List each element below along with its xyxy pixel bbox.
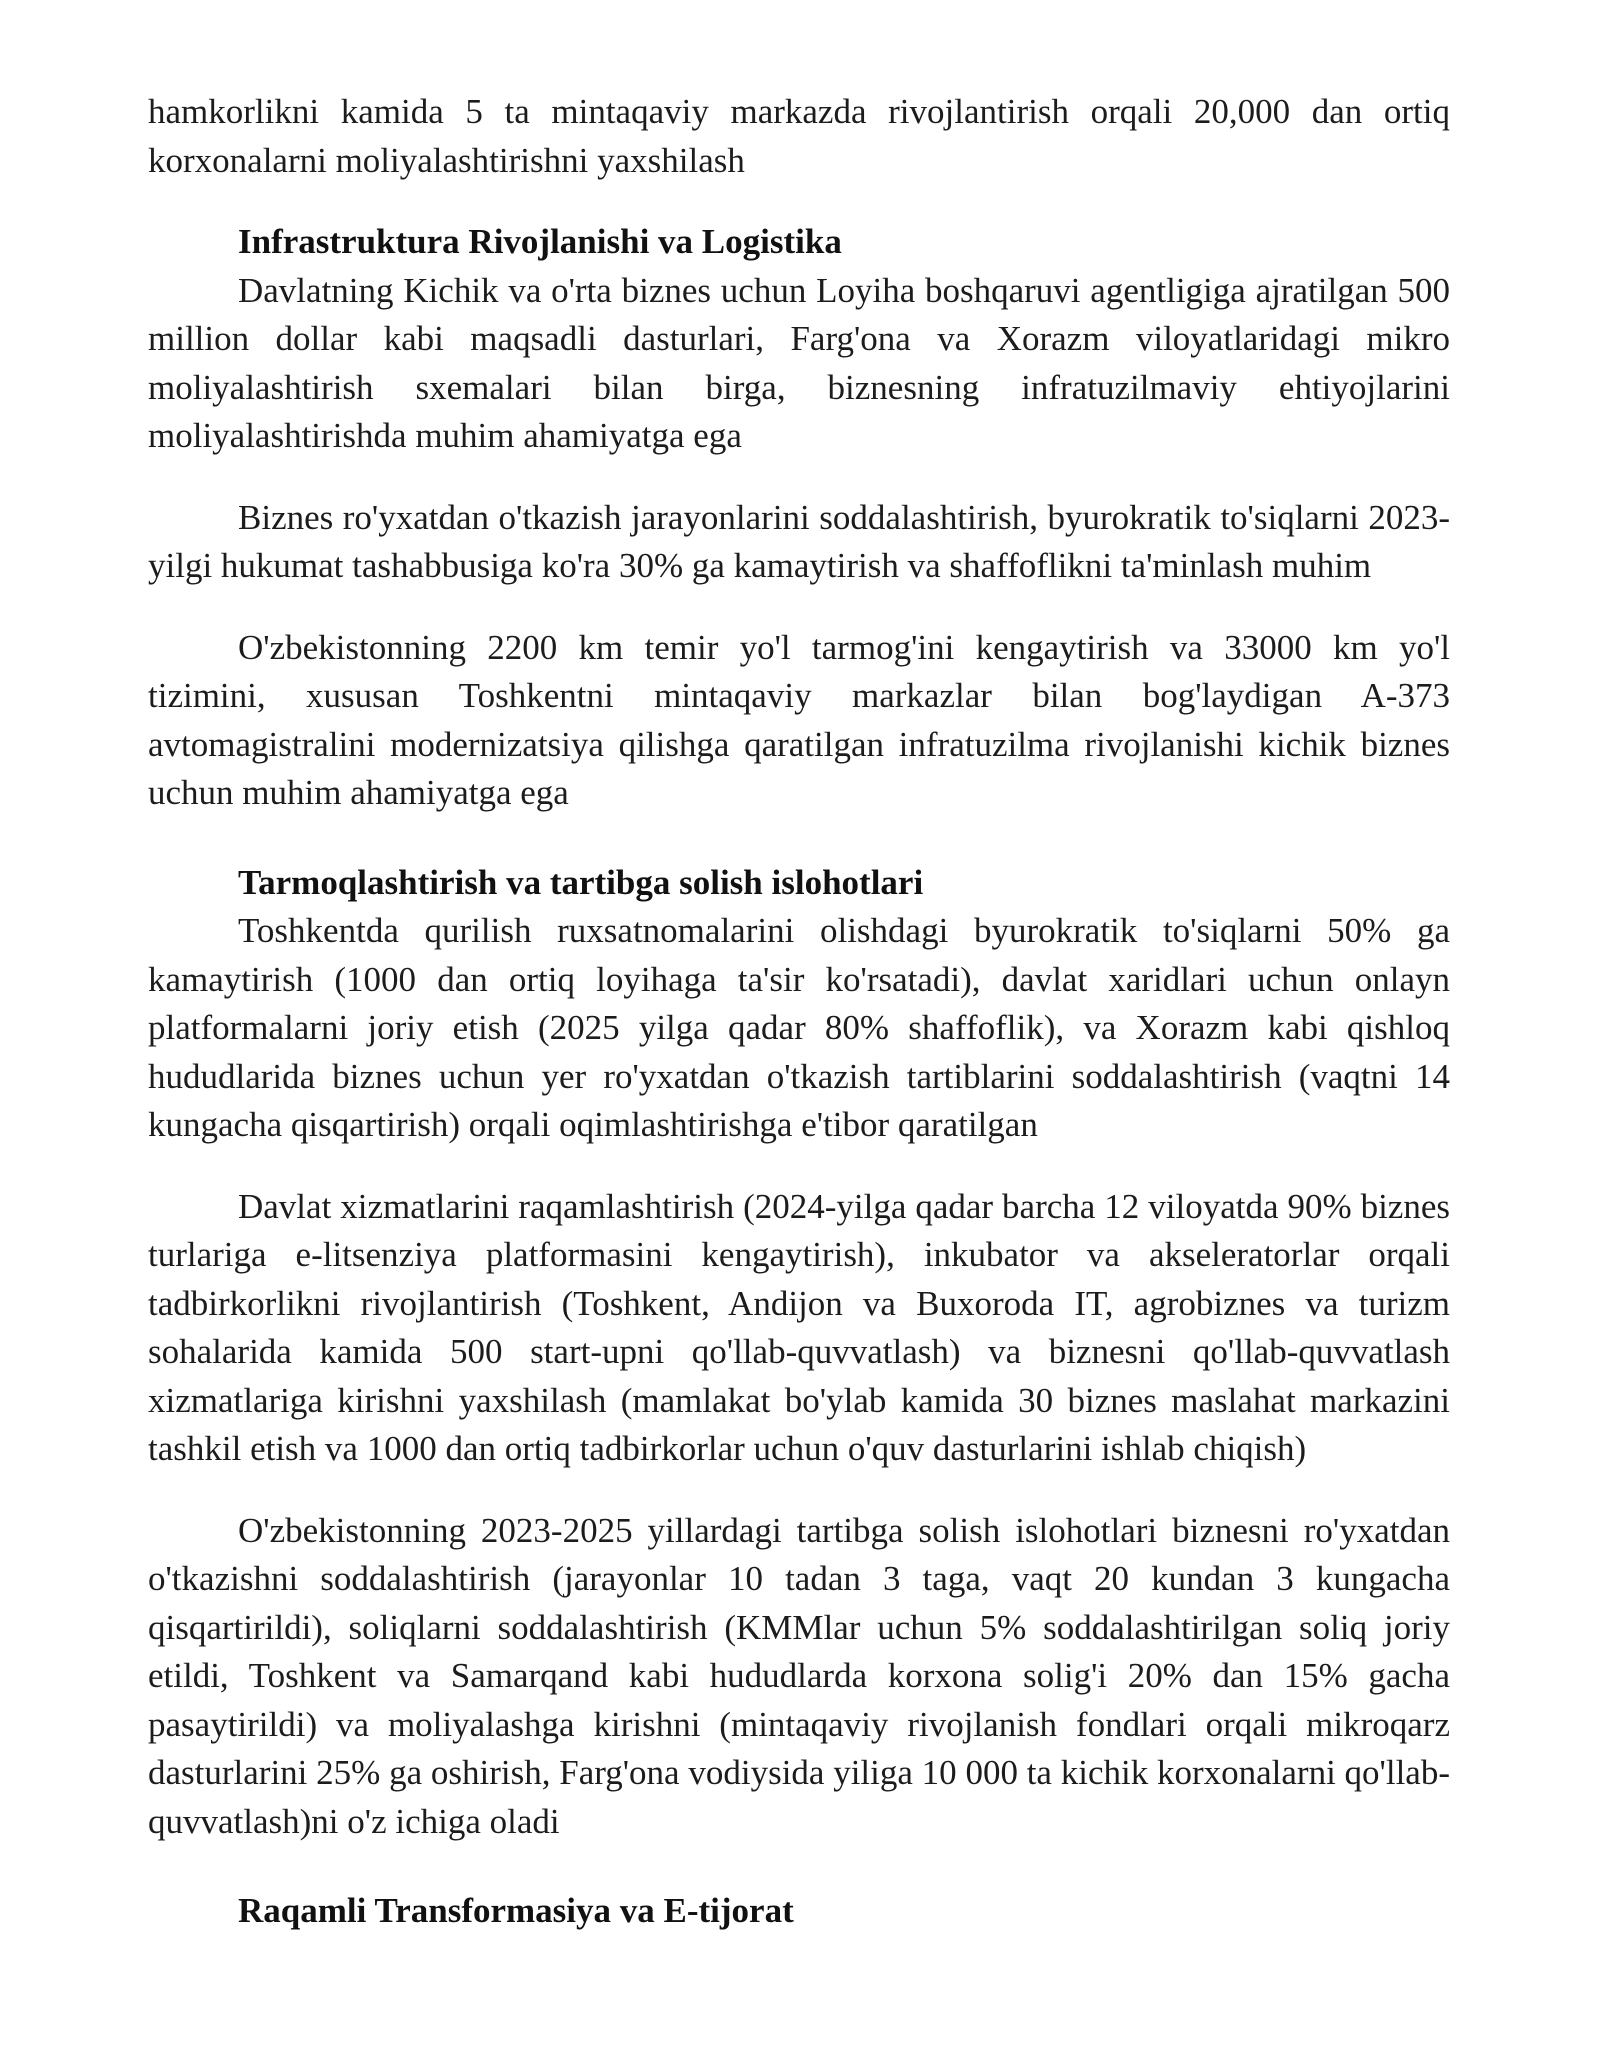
paragraph-infrastructure-3: O'zbekistonning 2200 km temir yo'l tarmog'ini kengaytirish va 33000 km yo'l tizimini, xususan Toshkentni mintaqaviy markazlar bilan bog'laydigan A-373 avtomagistralini modernizatsiya qilishga qaratilgan infratuzilma rivojlanishi kichik biznes uchun muhim ahamiyatga ega (148, 627, 1450, 812)
section-heading-reforms: Tarmoqlashtirish va tartibga solish islohotlari (238, 862, 924, 902)
document-page (148, 88, 1450, 1936)
paragraph-infrastructure-1: Davlatning Kichik va o'rta biznes uchun Loyiha boshqaruvi agentligiga ajratilgan 500 million dollar kabi maqsadli dasturlari, Farg'ona va Xorazm viloyatlaridagi mikro moliyalashtirish sxemalari bilan birga, biznesning infratuzilmaviy ehtiyojlarini moliyalashtirishda muhim ahamiyatga ega (148, 270, 1450, 455)
paragraph-reforms-2: Davlat xizmatlarini raqamlashtirish (2024-yilga qadar barcha 12 viloyatda 90% biznes turlariga e-litsenziya platformasini kengaytirish), inkubator va akseleratorlar orqali tadbirkorlikni rivojlantirish (Toshkent, Andijon va Buxoroda IT, agrobiznes va turizm sohalarida kamida 500 start-upni qo'llab-quvvatlash) va biznesni qo'llab-quvvatlash xizmatlariga kirishni yaxshilash (mamlakat bo'ylab kamida 30 biznes maslahat markazini tashkil etish va 1000 dan ortiq tadbirkorlar uchun o'quv dasturlarini ishlab chiqish) (148, 1186, 1450, 1468)
section-heading-digital: Raqamli Transformasiya va E-tijorat (238, 1891, 794, 1930)
section-heading-infrastructure: Infrastruktura Rivojlanishi va Logistika (238, 222, 842, 261)
paragraph-reforms-3: O'zbekistonning 2023-2025 yillardagi tartibga solish islohotlari biznesni ro'yxatdan o'tkazishni soddalashtirish (jarayonlar 10 tadan 3 taga, vaqt 20 kundan 3 kungacha qisqartirildi), soliqlarni soddalashtirish (KMMlar uchun 5% soddalashtirilgan soliq joriy etildi, Toshkent va Samarqand kabi hududlarda korxona solig'i 20% dan 15% gacha pasaytirildi) va moliyalashga kirishni (mintaqaviy rivojlanish fondlari orqali mikroqarz dasturlarini 25% ga oshirish, Farg'ona vodiysida yiliga 10 000 ta kichik korxonalarni qo'llab-quvvatlash)ni o'z ichiga oladi (148, 1510, 1450, 1841)
paragraph-reforms-1: Toshkentda qurilish ruxsatnomalarini olishdagi byurokratik to'siqlarni 50% ga kamaytirish (1000 dan ortiq loyihaga ta'sir ko'rsatadi), davlat xaridlari uchun onlayn platformalarni joriy etish (2025 yilga qadar 80% shaffoflik), va Xorazm kabi qishloq hududlarida biznes uchun yer ro'yxatdan o'tkazish tartiblarini soddalashtirish (vaqtni 14 kungacha qisqartirish) orqali oqimlashtirishga e'tibor qaratilgan (148, 911, 1450, 1144)
paragraph-intro: hamkorlikni kamida 5 ta mintaqaviy markazda rivojlantirish orqali 20,000 dan ortiq korxonalarni moliyalashtirishni yaxshilash (148, 92, 1450, 180)
paragraph-infrastructure-2: Biznes ro'yxatdan o'tkazish jarayonlarini soddalashtirish, byurokratik to'siqlarni 2023-yilgi hukumat tashabbusiga ko'ra 30% ga kamaytirish va shaffoflikni ta'minlash muhim (148, 497, 1450, 585)
